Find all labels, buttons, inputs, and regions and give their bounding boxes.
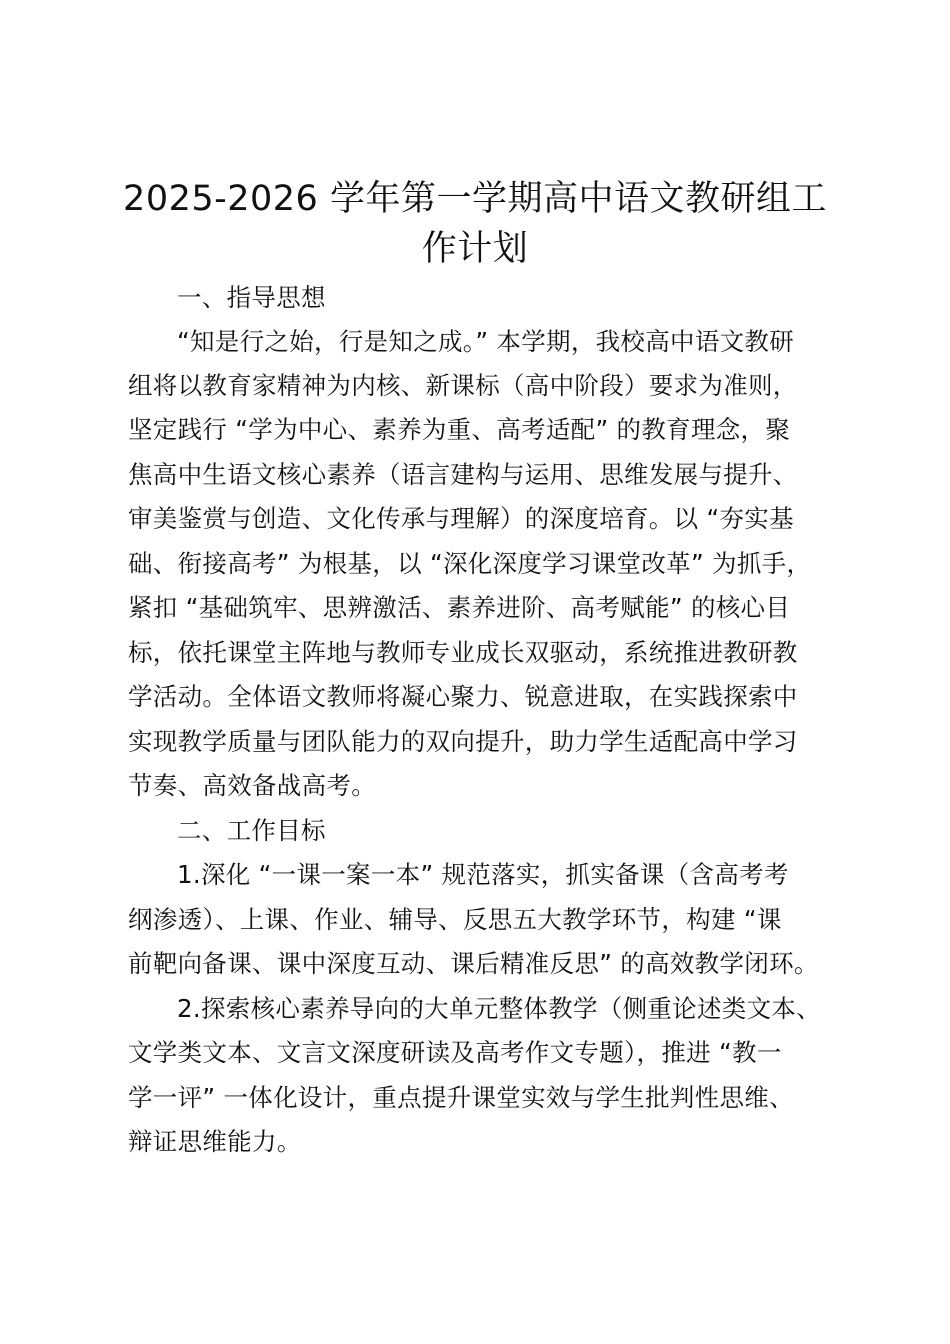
paragraph-line: 辩证思维能力。 [128,1127,302,1156]
section-heading-guiding-thought: 一、指导思想 [177,283,326,312]
title-line-1: 2025-2026 学年第一学期高中语文教研组工 [123,179,827,219]
paragraph-line: 文学类文本、文言文深度研读及高考作文专题），推进 “教一 [128,1038,782,1067]
paragraph-line: 标，依托课堂主阵地与教师专业成长双驱动，系统推进教研教 [128,638,798,667]
title-line-2: 作计划 [421,229,529,269]
section-heading-work-goals: 二、工作目标 [177,816,326,845]
paragraph-line: “知是行之始，行是知之成。” 本学期，我校高中语文教研 [177,327,795,356]
document-title [120,174,830,274]
paragraph-line: 审美鉴赏与创造、文化传承与理解）的深度培育。以 “夯实基 [128,504,794,533]
paragraph-line: 实现教学质量与团队能力的双向提升，助力学生适配高中学习 [128,727,798,756]
paragraph-line: 组将以教育家精神为内核、新课标（高中阶段）要求为准则， [128,371,798,400]
paragraph-line: 1.深化 “一课一案一本” 规范落实，抓实备课（含高考考 [177,860,789,889]
paragraph-line: 坚定践行 “学为中心、素养为重、高考适配” 的教育理念，聚 [128,415,791,444]
paragraph-line: 础、衔接高考” 为根基，以 “深化深度学习课堂改革” 为抓手， [128,549,812,578]
paragraph-line: 学活动。全体语文教师将凝心聚力、锐意进取，在实践探索中 [128,682,798,711]
paragraph-line: 节奏、高效备战高考。 [128,771,376,800]
paragraph-line: 紧扣 “基础筑牢、思辨激活、素养进阶、高考赋能” 的核心目 [128,593,791,622]
paragraph-line: 焦高中生语文核心素养（语言建构与运用、思维发展与提升、 [128,460,798,489]
paragraph-line: 学一评” 一体化设计，重点提升课堂实效与学生批判性思维、 [128,1083,794,1112]
paragraph-line: 前靶向备课、课中深度互动、课后精准反思” 的高效教学闭环。 [128,949,819,978]
paragraph-line: 2.探索核心素养导向的大单元整体教学（侧重论述类文本、 [177,994,821,1023]
paragraph-line: 纲渗透）、上课、作业、辅导、反思五大教学环节，构建 “课 [128,905,782,934]
